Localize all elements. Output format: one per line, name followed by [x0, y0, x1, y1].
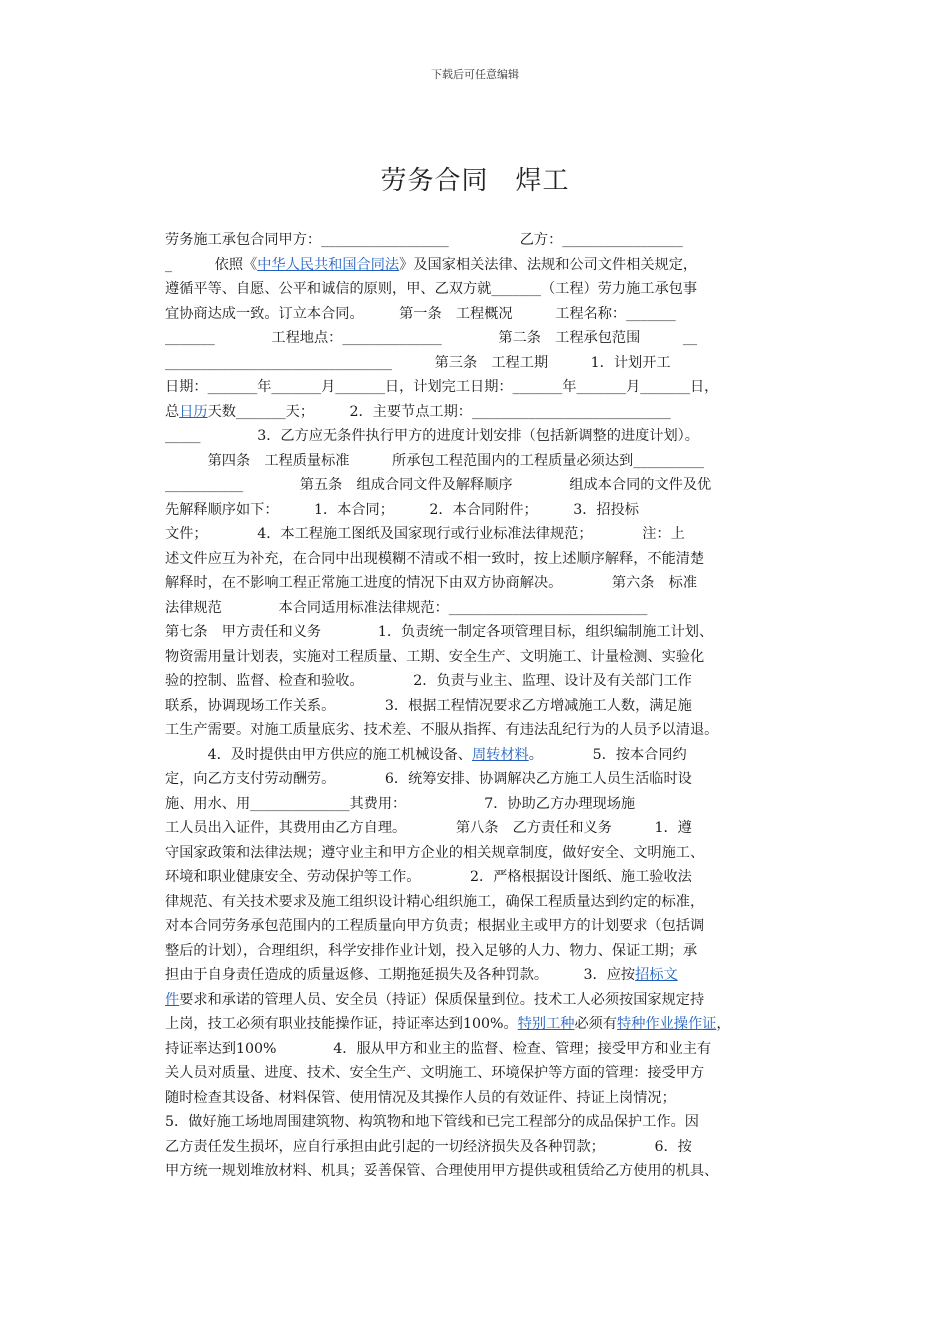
contract-body	[165, 228, 805, 1184]
body-line	[165, 228, 805, 253]
body-text: 要求和承诺的管理人员、安全员（持证）保质保量到位。技术工人必须按国家规定持	[179, 991, 705, 1008]
body-text: 整后的计划），合理组织，科学安排作业计划，投入足够的人力、物力、保证工期；承	[165, 942, 698, 959]
body-text: 总	[165, 403, 180, 420]
body-line	[165, 816, 805, 841]
body-text: 宜协商达成一致。订立本合同。 第一条 工程概况 工程名称：_______	[165, 305, 676, 322]
body-text: 解释时，在不影响工程正常施工进度的情况下由双方协商解决。 第六条 标准	[165, 575, 698, 591]
body-text: 先解释顺序如下： 1．本合同； 2．本合同附件； 3．招投标	[165, 501, 639, 518]
body-line	[165, 375, 805, 400]
body-text: 随时检查其设备、材料保管、使用情况及其操作人员的有效证件、持证上岗情况；	[165, 1089, 676, 1106]
body-line	[165, 326, 805, 351]
body-line	[165, 694, 805, 719]
body-text: 5．做好施工场地周围建筑物、构筑物和地下管线和已完工程部分的成品保护工作。因	[165, 1114, 699, 1130]
body-line	[165, 400, 805, 425]
body-text: 日期：_______年_______月_______日，计划完工日期：_______年_______月_______日，	[165, 379, 719, 395]
body-text: ___________ 第五条 组成合同文件及解释顺序 组成本合同的文件及优	[165, 477, 712, 493]
body-line	[165, 449, 805, 474]
body-line	[165, 522, 805, 547]
body-text: 工人员出入证件，其费用由乙方自理。 第八条 乙方责任和义务 1．遵	[165, 820, 692, 836]
body-text: 文件； 4．本工程施工图纸及国家现行或行业标准法律规范； 注：上	[165, 526, 685, 542]
term-link[interactable]: 特别工种	[517, 1016, 575, 1032]
body-text: 施、用水、用______________其费用： 7．协助乙方办理现场施	[165, 795, 636, 812]
body-text: 第七条 甲方责任和义务 1．负责统一制定各项管理目标，组织编制施工计划、	[165, 624, 714, 640]
body-text: 述文件应互为补充，在合同中出现模糊不清或不相一致时，按上述顺序解释，不能清楚	[165, 550, 705, 567]
body-text: 劳务施工承包合同甲方：__________________ 乙方：_________________	[165, 232, 683, 248]
body-line	[165, 669, 805, 694]
body-line	[165, 939, 805, 964]
body-line	[165, 498, 805, 523]
body-line	[165, 963, 805, 988]
body-text: 4．及时提供由甲方供应的施工机械设备、	[165, 746, 472, 763]
body-text: 担由于自身责任造成的质量返修、工期拖延损失及各种罚款。 3．应按	[165, 967, 636, 983]
term-link[interactable]: 周转材料	[471, 746, 529, 763]
body-text: ，	[716, 1016, 731, 1032]
body-text: 物资需用量计划表，实施对工程质量、工期、安全生产、文明施工、计量检测、实验化	[165, 648, 705, 665]
body-text: 天数_______天； 2．主要节点工期：____________________________	[207, 403, 671, 420]
body-text: 守国家政策和法律法规；遵守业主和甲方企业的相关规章制度，做好安全、文明施工、	[165, 844, 705, 861]
body-line	[165, 253, 805, 278]
body-text: 对本合同劳务承包范围内的工程质量向甲方负责；根据业主或甲方的计划要求（包括调	[165, 918, 705, 934]
body-text: _____ 3．乙方应无条件执行甲方的进度计划安排（包括新调整的进度计划）。	[165, 428, 699, 444]
body-line	[165, 473, 805, 498]
term-link[interactable]: 件	[165, 991, 180, 1008]
body-text: ________________________________ 第三条 工程工期 1．计划开工	[165, 354, 671, 371]
body-line	[165, 1159, 805, 1184]
body-text: 关人员对质量、进度、技术、安全生产、文明施工、环境保护等方面的管理：接受甲方	[165, 1065, 705, 1081]
body-line	[165, 1012, 805, 1037]
header-note: 下载后可任意编辑	[431, 68, 519, 81]
body-line	[165, 841, 805, 866]
body-line	[165, 645, 805, 670]
term-link[interactable]: 中华人民共和国合同法	[257, 256, 400, 273]
term-link[interactable]: 特种作业操作证	[617, 1016, 717, 1032]
body-text: 必须有	[574, 1016, 618, 1032]
document-title: 劳务合同 焊工	[380, 166, 570, 196]
body-text: 。 5．按本合同约	[528, 746, 687, 763]
body-line	[165, 571, 805, 596]
body-line	[165, 718, 805, 743]
body-text: 第四条 工程质量标准 所承包工程范围内的工程质量必须达到__________	[165, 452, 705, 469]
body-line	[165, 351, 805, 376]
body-line	[165, 914, 805, 939]
body-text: 工生产需要。对施工质量底劣、技术差、不服从指挥、有违法乱纪行为的人员予以清退。	[165, 722, 719, 738]
body-text: 定，向乙方支付劳动酬劳。 6．统筹安排、协调解决乙方施工人员生活临时设	[165, 771, 692, 787]
body-line	[165, 547, 805, 572]
body-text: 环境和职业健康安全、劳动保护等工作。 2．严格根据设计图纸、施工验收法	[165, 869, 692, 885]
body-text: 法律规范 本合同适用标准法律规范：____________________________	[165, 599, 648, 616]
body-text: 上岗，技工必须有职业技能操作证，持证率达到100%。	[165, 1016, 518, 1032]
body-line	[165, 620, 805, 645]
body-line	[165, 890, 805, 915]
body-line	[165, 1061, 805, 1086]
body-text: 验的控制、监督、检查和验收。 2．负责与业主、监理、设计及有关部门工作	[165, 673, 692, 689]
body-line	[165, 596, 805, 621]
body-line	[165, 1086, 805, 1111]
body-line	[165, 865, 805, 890]
body-line	[165, 1110, 805, 1135]
term-link[interactable]: 日历	[179, 403, 208, 420]
body-line	[165, 302, 805, 327]
body-text: 遵循平等、自愿、公平和诚信的原则，甲、乙双方就_______（工程）劳力施工承包事	[165, 281, 698, 297]
body-text: _ 依照《	[165, 256, 258, 273]
body-line	[165, 743, 805, 768]
body-text: 联系，协调现场工作关系。 3．根据工程情况要求乙方增减施工人数，满足施	[165, 697, 692, 714]
body-line	[165, 277, 805, 302]
body-line	[165, 1135, 805, 1160]
body-text: 律规范、有关技术要求及施工组织设计精心组织施工，确保工程质量达到约定的标准，	[165, 893, 705, 910]
body-text: 持证率达到100% 4．服从甲方和业主的监督、检查、管理；接受甲方和业主有	[165, 1040, 712, 1057]
body-line	[165, 424, 805, 449]
body-text: 甲方统一规划堆放材料、机具；妥善保管、合理使用甲方提供或租赁给乙方使用的机具、	[165, 1163, 719, 1179]
body-text: 》及国家相关法律、法规和公司文件相关规定，	[399, 256, 698, 273]
body-line	[165, 767, 805, 792]
term-link[interactable]: 招标文	[635, 967, 678, 983]
body-text: _______ 工程地点：______________ 第二条 工程承包范围 __	[165, 330, 698, 346]
body-line	[165, 988, 805, 1013]
body-line	[165, 792, 805, 817]
body-text: 乙方责任发生损坏，应自行承担由此引起的一切经济损失及各种罚款； 6．按	[165, 1138, 692, 1155]
body-line	[165, 1037, 805, 1062]
